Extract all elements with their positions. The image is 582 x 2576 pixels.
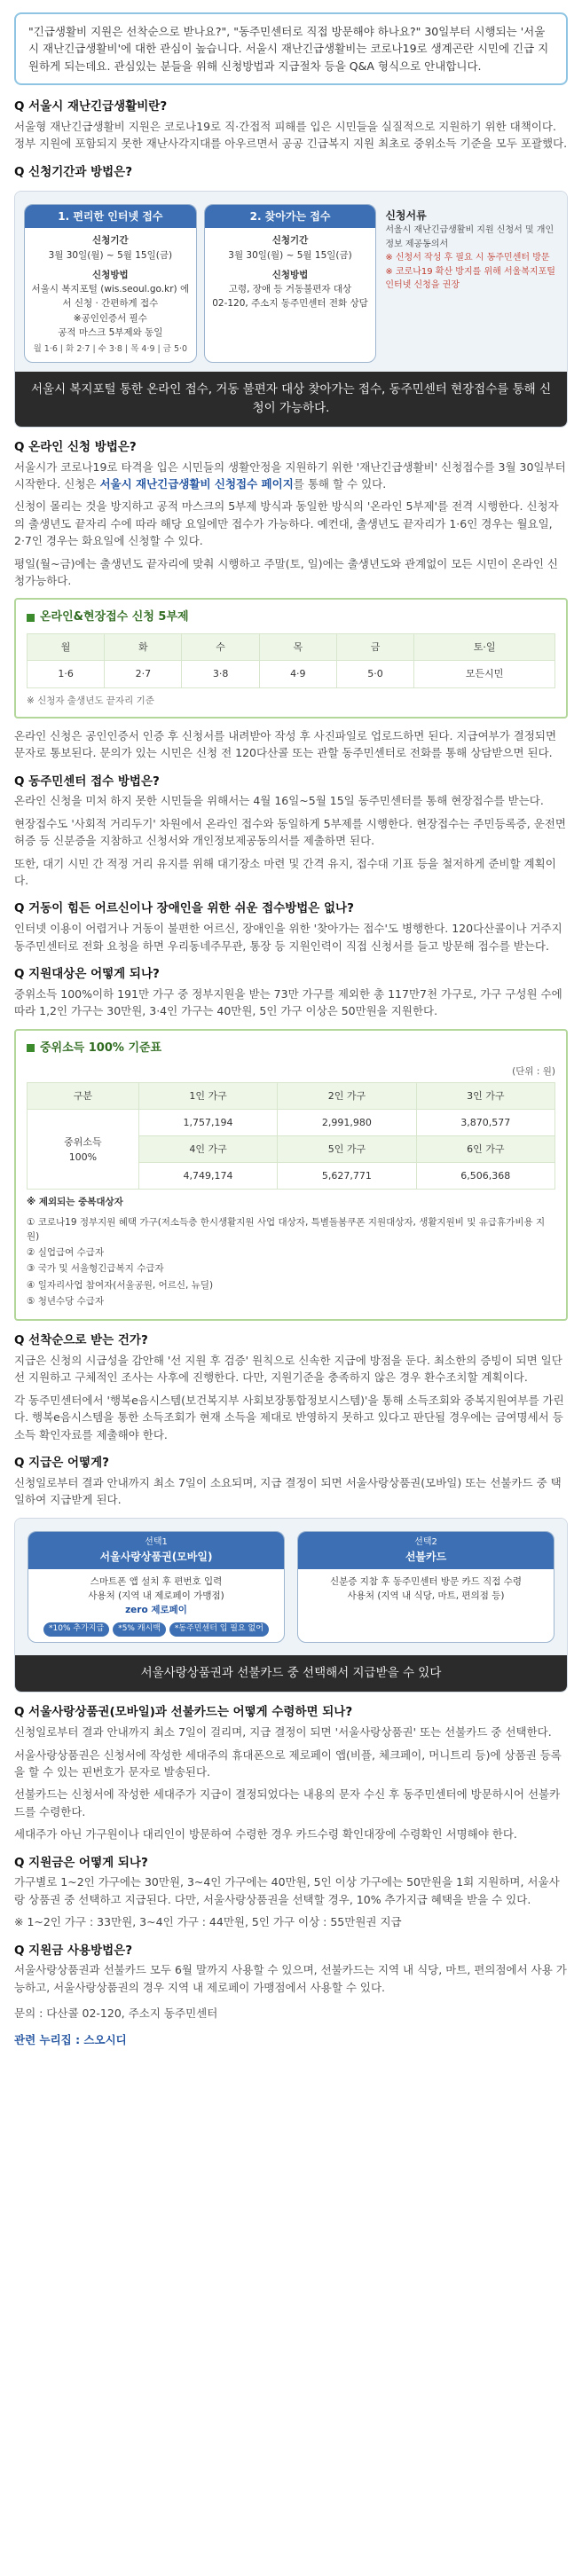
unit-label: (단위 : 원) [512, 1065, 555, 1077]
exclusion-heading: ※ 제외되는 중복대상자 [27, 1197, 123, 1208]
day-header: 월 [28, 634, 105, 661]
answer-text: 신청일로부터 결과 안내까지 최소 7일이 걸리며, 지급 결정이 되면 '서울사랑상품권' 또는 선불카드 중 선택한다. [14, 1725, 552, 1740]
contact: 02-120, 주소지 동주민센터 전화 상담 [212, 298, 368, 310]
answer-text: 서울시가 코로나19로 타격을 입은 시민들의 생활안정을 지원하기 위한 '재난긴급생활비' 신청접수를 3월 30일부터 시작한다. 신청은 서울시 재난긴급생활비 신청접수 페이지를 통해 할 수 있다. [14, 459, 566, 491]
payment-infographic [14, 1518, 568, 1693]
answer-text: 선불카드는 신청서에 작성한 세대주가 지급이 결정되었다는 내용의 문자 수신 후 동주민센터에 방문하시어 선불카드를 수령한다. [14, 1787, 561, 1818]
answer-text: 온라인 신청은 공인인증서 인증 후 신청서를 내려받아 작성 후 사진파일로 업로드하면 된다. 지급여부가 결정되면 문자로 통보된다. 문의가 있는 시민은 신청 전 120다산콜 또는 관할 동주민센터로 전화를 통해 상담받으면 된다. [14, 728, 557, 760]
question-heading: Q 온라인 신청 방법은? [14, 439, 137, 454]
day-header: 금 [336, 634, 413, 661]
question-heading: Q 동주민센터 접수 방법은? [14, 774, 160, 789]
note: ※ 신청서 작성 후 필요 시 동주민센터 방문 [385, 253, 550, 263]
day-header: 화 [105, 634, 182, 661]
label: 신청방법 [271, 269, 309, 280]
answer-text: 평일(월~금)에는 출생년도 끝자리에 맞춰 시행하고 주말(토, 일)에는 출생년도와 관계없이 모든 시민이 온라인 신청가능하다. [14, 556, 558, 587]
day-header: 목 [259, 634, 336, 661]
documents-note [383, 204, 558, 363]
question-heading: Q 지원금은 어떻게 되나? [14, 1855, 148, 1870]
answer-text: 신청이 몰리는 것을 방지하고 공적 마스크의 5부제 방식과 동일한 방식의 '온라인 5부제'를 전격 시행한다. 신청자의 출생년도 끝자리 수에 따라 해당 요일에만 접수가 가능하다. 예컨대, 출생년도 끝자리가 1·6인 경우는 월요일, 2·7인 경우는 화요일에 신청할 수 있다. [14, 499, 559, 548]
period: 3월 30일(월) ~ 5월 15일(금) [228, 249, 352, 261]
period: 3월 30일(월) ~ 5월 15일(금) [48, 249, 173, 261]
step-title: 1. 편리한 인터넷 접수 [25, 205, 196, 229]
day-digits: 3·8 [182, 661, 259, 687]
method: 서울시 복지포털 (wis.seoul.go.kr) 에서 신청 · 간편하게 접수 [31, 284, 190, 310]
day-digits: 2·7 [105, 661, 182, 687]
answer-text: 세대주가 아닌 가구원이나 대리인이 방문하여 수령한 경우 카드수령 확인대장에 수령확인 서명해야 한다. [14, 1827, 517, 1842]
note: ※공인인증서 필수 [73, 312, 147, 324]
note: ※ 코로나19 확산 방지를 위해 서울복지포털 인터넷 신청을 권장 [385, 266, 555, 291]
online-step-card [24, 204, 197, 363]
note: 서울시 재난긴급생활비 지원 신청서 및 개인정보 제공동의서 [385, 225, 554, 249]
application-infographic [14, 191, 568, 428]
answer-text: 서울형 재난긴급생활비 지원은 코로나19로 직·간접적 피해를 입은 시민들을 실질적으로 지원하기 위한 대책이다. 정부 지원에 포함되지 못한 재난사각지대를 아우르면서 공공 긴급복지 지원 최초로 중위소득 기준을 모두 포괄했다. [14, 120, 568, 151]
answer-text: 서울사랑상품권은 신청서에 작성한 세대주의 휴대폰으로 제로페이 앱(비플, 체크페이, 머니트리 등)에 상품권 등록을 할 수 있는 핀번호가 문자로 발송된다. [14, 1747, 562, 1779]
label: 신청방법 [92, 269, 129, 280]
answer-text: 지급은 신청의 시급성을 감안해 '선 지원 후 검증' 원칙으로 신속한 지급에 방점을 둔다. 최소한의 증빙이 되면 일단 선 지원하고 구체적인 조사는 사후에 진행한다. 다만, 지원기준을 충족하지 않은 경우 환수조치할 계획이다. [14, 1354, 562, 1385]
label: 신청기간 [92, 235, 129, 247]
gift-voucher-option: 선택1 서울사랑상품권(모바일) 스마트폰 앱 설치 후 편번호 입력 사용처 (지역 내 제로페이 가맹점) zero 제로페이 *10% 추가지급 *5% 캐시백 *동주민센터 입 필요 없어 [28, 1531, 285, 1644]
prepaid-card-option: 선택2 선불카드 신분증 지참 후 동주민센터 방문 카드 직접 수령 사용처 (지역 내 식당, 마트, 편의점 등) [297, 1531, 554, 1644]
label: 신청서류 [385, 208, 427, 222]
answer-text: 중위소득 100%이하 191만 가구 중 정부지원을 받는 73만 가구를 제외한 총 117만7천 가구로, 가구 구성원 수에 따라 1,2인 가구는 30만원, 3·4인 가구는 40만원, 5인 가구 이상은 50만원을 지원한다. [14, 986, 562, 1018]
caption-banner: 서울사랑상품권과 선불카드 중 선택해서 지급받을 수 있다 [15, 1655, 567, 1692]
day-digits: 모든시민 [414, 661, 555, 687]
answer-text: 가구별로 1~2인 가구에는 30만원, 3~4인 가구에는 40만원, 5인 이상 가구에는 50만원을 1회 지원하며, 서울사랑 상품권 중 선택하고 지급된다. 다만, 서울사랑상품권을 선택할 경우, 10% 추가지급 혜택을 받을 수 있다. [14, 1875, 560, 1906]
answer-text: 신청일로부터 결과 안내까지 최소 7일이 소요되며, 지급 결정이 되면 서울사랑상품권(모바일) 또는 선불카드 중 택일하여 지급받게 된다. [14, 1475, 562, 1507]
target: 고령, 장애 등 거동불편자 대상 [228, 284, 352, 295]
answer-text: ※ 1~2인 가구 : 33만원, 3~4인 가구 : 44만원, 5인 가구 이상 : 55만원권 지급 [14, 1915, 402, 1929]
note: 공적 마스크 5부제와 동일 [58, 326, 163, 338]
contact-info: 문의 : 다산콜 02-120, 주소지 동주민센터 [14, 2007, 218, 2021]
visit-step-card [204, 204, 377, 363]
bullet-icon [27, 614, 35, 622]
question-heading: Q 선착순으로 받는 건가? [14, 1333, 148, 1348]
zeropay-logo: zero 제로페이 [125, 1605, 187, 1616]
day-header: 수 [182, 634, 259, 661]
step-title: 2. 찾아가는 접수 [205, 205, 376, 229]
answer-text: 또한, 대기 시민 간 적정 거리 유지를 위해 대기장소 마련 및 간격 유지, 접수대 기표 등을 철저하게 준비할 계획이다. [14, 856, 556, 887]
answer-text: 현장접수도 '사회적 거리두기' 차원에서 온라인 접수와 동일하게 5부제를 시행한다. 현장접수는 주민등록증, 운전면허증 등 신분증을 지참하고 신청서와 개인정보제공동의서를 제출하면 된다. [14, 816, 566, 848]
exclusion-list: ① 코로나19 정부지원 혜택 가구(저소득층 한시생활지원 사업 대상자, 특별돌봄쿠폰 지원대상자, 생활지원비 및 유급휴가비용 지원) ② 실업급여 수급자 ③ 국가 및 서울형긴급복지 수급자 ④ 일자리사업 참여자(서울공원, 어르신, 뉴딜) ⑤ 청년수당 수급자 [27, 1216, 546, 1307]
related-link[interactable]: 관련 누리집 : 스오시디 [14, 2032, 127, 2046]
question-heading: Q 거동이 힘든 어르신이나 장애인을 위한 쉬운 접수방법은 없나? [14, 901, 354, 916]
question-heading: Q 서울시 재난긴급생활비란? [14, 99, 168, 114]
day-digits: 5·0 [336, 661, 413, 687]
table-note: ※ 신청자 출생년도 끝자리 기준 [27, 695, 154, 706]
question-heading: Q 지원대상은 어떻게 되나? [14, 967, 160, 981]
answer-text: 각 동주민센터에서 '행복e음시스템(보건복지부 사회보장통합정보시스템)'을 통해 소득조회와 중복지원여부를 가린다. 행복e음시스템을 통한 소득조회가 현재 소득을 제대로 반영하지 못하고 있다고 판단될 경우에는 금여명세서 등 소득 확인자료를 제출해야 한다. [14, 1393, 564, 1441]
question-heading: Q 지원금 사용방법은? [14, 1943, 133, 1958]
question-heading: Q 서울사랑상품권(모바일)과 선불카드는 어떻게 수령하면 되나? [14, 1705, 353, 1720]
day-header: 토·일 [414, 634, 555, 661]
rotation: 월 1·6 | 화 2·7 | 수 3·8 | 목 4·9 | 금 5·0 [33, 344, 188, 355]
caption-banner: 서울시 복지포털 통한 온라인 접수, 거동 불편자 대상 찾아가는 접수, 동주민센터 현장접수를 통해 신청이 가능하다. [15, 372, 567, 427]
answer-text: 인터넷 이용이 어렵거나 거동이 불편한 어르신, 장애인을 위한 '찾아가는 접수'도 병행한다. 120다산콜이나 거주지 동주민센터로 전화 요청을 하면 우리동네주무관, 통장 등 지원인력이 직접 신청서를 들고 방문해 접수를 받는다. [14, 922, 562, 953]
bullet-icon [27, 1044, 35, 1052]
question-heading: Q 지급은 어떻게? [14, 1455, 109, 1470]
answer-text: 서울사랑상품권과 선불카드 모두 6월 말까지 사용할 수 있으며, 선불카드는 지역 내 식당, 마트, 편의점에서 사용 가능하고, 서울사랑상품권의 경우 지역 내 제로페이 가맹점에서 사용할 수 있다. [14, 1963, 567, 1994]
income-table-box: 중위소득 100% 기준표 (단위 : 원) 구분 1인 가구 2인 가구 3인 가구 중위소득 100% 1,757,194 2,991,980 3,870,577 4인 가구 5인 가구 6인 가구 4,749,174 5,627,771 6,506,368 ※ 제외되는 중복대상자 ① 코로나19 정부지원 혜택 가구(저소득층 한시생활지원 사업 대상자, 특별돌봄쿠폰 지원대상자, 생활지원비 및 유급휴가비용 지원) ② 실업급여 수급자 ③ 국가 및 서울형긴급복지 수급자 ④ 일자리사업 참여자(서울공원, 어르신, 뉴딜) ⑤ 청년수당 수급자 [14, 1029, 568, 1321]
apply-page-link[interactable]: 서울시 재난긴급생활비 신청접수 페이지 [99, 477, 294, 491]
day-digits: 4·9 [259, 661, 336, 687]
day-digits: 1·6 [28, 661, 105, 687]
label: 신청기간 [271, 235, 309, 247]
income-table: 구분 1인 가구 2인 가구 3인 가구 중위소득 100% 1,757,194 2,991,980 3,870,577 4인 가구 5인 가구 6인 가구 4,749,174 5,627,771 6,506,368 [27, 1082, 555, 1190]
question-heading: Q 신청기간과 방법은? [14, 164, 133, 179]
intro-box: "긴급생활비 지원은 선착순으로 받나요?", "동주민센터로 직접 방문해야 하나요?" 30일부터 시행되는 '서울시 재난긴급생활비'에 대한 관심이 높습니다. 서울시 재난긴급생활비는 코로나19로 생계곤란 시민에 긴급 지원하게 되는데요. 관심있는 분들을 위해 신청방법과 지급절차 등을 Q&A 형식으로 안내합니다. [14, 12, 568, 85]
answer-text: 온라인 신청을 미처 하지 못한 시민들을 위해서는 4월 16일~5월 15일 동주민센터를 통해 현장접수를 받는다. [14, 794, 544, 808]
rotation-table [27, 633, 555, 687]
five-day-rule-box: 온라인&현장접수 신청 5부제 월 화 수 목 금 토·일 1·6 2·7 3·8 4·9 5·0 모든시민 ※ 신청자 출생년도 끝자리 기준 [14, 598, 568, 719]
